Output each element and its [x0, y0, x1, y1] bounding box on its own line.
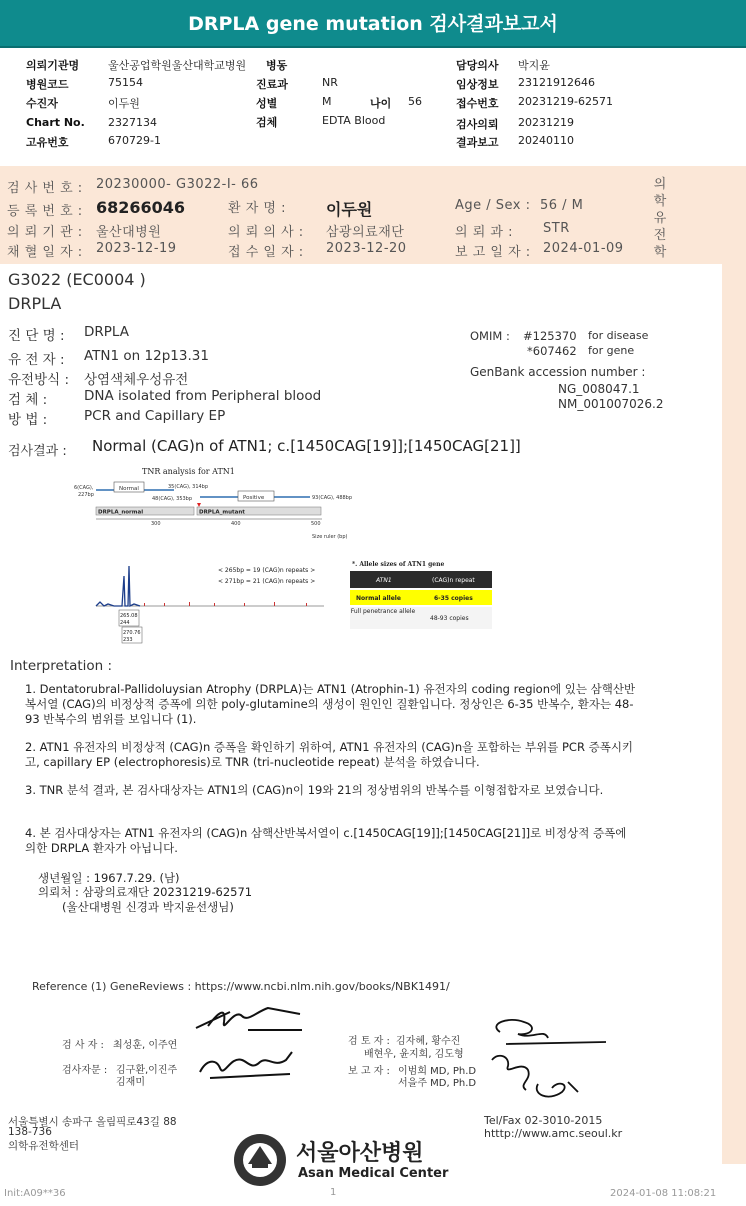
- interpretation-title: Interpretation :: [10, 658, 113, 674]
- receive-value: 2023-12-20: [326, 241, 407, 256]
- side-char: 학: [653, 245, 667, 260]
- tnr-title: TNR analysis for ATN1: [142, 467, 235, 476]
- institution-value: 울산대병원: [96, 225, 162, 240]
- omim-disease-note: for disease: [588, 329, 649, 342]
- tick-500: 500: [311, 521, 321, 527]
- test-no-label: 검 사 번 호 :: [7, 181, 83, 196]
- sex-value: M: [322, 95, 332, 108]
- peak-1-height: 244: [120, 620, 130, 626]
- inheritance-label: 유전방식 :: [8, 372, 70, 388]
- electropherogram: [94, 556, 328, 644]
- advisor-names-2: 김재미: [116, 1077, 145, 1088]
- side-char: 전: [653, 228, 667, 243]
- allele-normal-range: 6-35 copies: [434, 595, 473, 602]
- collect-value: 2023-12-19: [96, 241, 177, 256]
- specimen-label: 검체: [256, 116, 278, 129]
- diagnosis-label: 진 단 명 :: [8, 328, 65, 344]
- doctor-label: 담당의사: [456, 59, 499, 72]
- page-number: 1: [330, 1187, 337, 1198]
- advisor-names: 김구환,이진주: [116, 1065, 178, 1076]
- allele-penetrance-label-box: [350, 608, 416, 630]
- report-date-label: 결과보고: [456, 136, 499, 149]
- patient-name-value: 이두원: [326, 200, 373, 219]
- side-char: 학: [653, 194, 667, 209]
- req-doctor-label: 의 뢰 의 사 :: [228, 225, 304, 240]
- omim-label: OMIM :: [470, 329, 510, 343]
- reviewer-names: 김자혜, 황수진: [396, 1036, 461, 1047]
- method-label: 방 법 :: [8, 412, 48, 428]
- positive-box-label: Positive: [243, 495, 265, 501]
- sex-label: 성별: [256, 97, 278, 110]
- requester-detail: (울산대병원 신경과 박지윤선생님): [62, 900, 234, 914]
- sample-label: 검 체 :: [8, 392, 48, 408]
- reception-value: 20231219-62571: [518, 95, 613, 108]
- test-slip: [0, 166, 746, 264]
- age-value: 56: [408, 95, 422, 108]
- req-dept-label: 의 뢰 과 :: [455, 225, 513, 240]
- omim-disease-id: #125370: [523, 329, 577, 343]
- patient-name-label: 환 자 명 :: [228, 201, 286, 216]
- peak-note-2: < 271bp = 21 (CAG)n repeats >: [218, 578, 316, 585]
- result-label: 검사결과 :: [8, 444, 67, 459]
- tel-fax: Tel/Fax 02-3010-2015: [484, 1114, 603, 1127]
- reporter-label: 보 고 자 :: [348, 1066, 390, 1077]
- allele-col-gene: ATN1: [376, 577, 392, 584]
- omim-gene-id: *607462: [527, 344, 577, 358]
- institution-label: 의 뢰 기 관 :: [7, 225, 83, 240]
- positive-lower-label: 48(CAG), 353bp: [152, 496, 193, 502]
- mutant-bar-label: DRPLA_mutant: [199, 509, 245, 516]
- center-name: 의학유전학센터: [8, 1140, 80, 1152]
- tester-label: 검 사 자 :: [62, 1040, 104, 1051]
- receive-label: 접 수 일 자 :: [228, 245, 304, 260]
- code-value: 75154: [108, 76, 143, 89]
- reviewer-names-2: 배현우, 윤지희, 김도형: [364, 1049, 464, 1060]
- tnr-left-repeat: 6(CAG),: [74, 485, 94, 491]
- genbank-nm: NM_001007026.2: [558, 397, 664, 411]
- clinical-label: 임상정보: [456, 78, 499, 91]
- reporter-name-2: 서을주 MD, Ph.D: [398, 1078, 477, 1089]
- normal-box-label: Normal: [119, 486, 139, 492]
- allele-penetrance-range: 48-93 copies: [430, 615, 469, 622]
- reviewer-signatures: [478, 1010, 608, 1102]
- marker-triangle: [197, 503, 201, 507]
- code-label: 병원코드: [26, 78, 69, 91]
- genbank-label: GenBank accession number :: [470, 365, 646, 379]
- allele-table-title: *. Allele sizes of ATN1 gene: [352, 561, 445, 568]
- reviewer-label: 검 토 자 :: [348, 1036, 390, 1047]
- omim-gene-note: for gene: [588, 344, 635, 357]
- peak-note-1: < 265bp = 19 (CAG)n repeats >: [218, 567, 316, 574]
- ward-label: 병동: [266, 59, 288, 72]
- address: 서울특별시 송파구 올림픽로43길 88: [8, 1116, 177, 1128]
- patient-value: 이두원: [108, 97, 140, 110]
- size-standard-marks: [144, 602, 307, 606]
- hospital-value: 울산공업학원울산대학교병원: [108, 59, 247, 72]
- tick-300: 300: [151, 521, 161, 527]
- interpretation-p1: 1. Dentatorubral-Pallidoluysian Atrophy (DRPLA)는 ATN1 (Atrophin-1) 유전자의 coding region에 있는 삼핵산반복서열 (CAG)의 비정상적 증폭에 의한 poly-glutamine의 생성이 원인인 질환입니다. 정상인은 6-35 반복수, 환자는 48-93 반복수의 범위를 보입니다 (1).: [25, 682, 636, 726]
- hospital-logo-korean: 서울아산병원: [296, 1141, 424, 1166]
- peak-2-size: 270.76: [123, 630, 141, 636]
- peak-2-height: 233: [123, 637, 133, 643]
- request-date-value: 20231219: [518, 116, 574, 129]
- positive-upper-label: 93(CAG), 488bp: [312, 495, 353, 501]
- req-doctor-value: 삼광의료재단: [326, 225, 405, 240]
- reg-no-value: 68266046: [96, 198, 186, 217]
- website-url: htttp://www.amc.seoul.kr: [484, 1127, 623, 1140]
- allele-col-repeat: (CAG)n repeat: [432, 577, 475, 584]
- test-code: G3022 (EC0004 ): [8, 270, 146, 289]
- agesex-value: 56 / M: [540, 198, 584, 213]
- zip-code: 138-736: [8, 1126, 52, 1138]
- diagnosis-value: DRPLA: [84, 324, 129, 340]
- specimen-value: EDTA Blood: [322, 114, 386, 127]
- gene-value: ATN1 on 12p13.31: [84, 348, 209, 364]
- allele-normal-label: Normal allele: [356, 595, 401, 602]
- sample-value: DNA isolated from Peripheral blood: [84, 388, 322, 404]
- agesex-label: Age / Sex :: [455, 198, 531, 213]
- tnr-left-bp: 227bp: [78, 492, 94, 498]
- reception-label: 접수번호: [456, 97, 499, 110]
- doctor-value: 박지윤: [518, 59, 550, 72]
- request-header: [0, 50, 746, 154]
- requester: 의뢰처 : 삼광의료재단 20231219-62571: [38, 885, 253, 899]
- result-value: Normal (CAG)n of ATN1; c.[1450CAG[19]];[1450CAG[21]]: [92, 437, 521, 455]
- peak-1-size: 265.08: [120, 613, 138, 619]
- unique-value: 670729-1: [108, 134, 161, 147]
- reg-no-label: 등 록 번 호 :: [7, 204, 83, 219]
- interpretation-p2: 2. ATN1 유전자의 비정상적 (CAG)n 증폭을 확인하기 위하여, ATN1 유전자의 (CAG)n을 포함하는 부위를 PCR 증폭시키고, capillary EP (electrophoresis)로 TNR (tri-nucleotide repeat) 분석을 하였습니다.: [25, 740, 634, 769]
- clinical-value: 23121912646: [518, 76, 595, 89]
- report-date-slip-label: 보 고 일 자 :: [455, 245, 531, 260]
- tnr-schematic: [70, 462, 370, 544]
- tester-signatures: [190, 998, 315, 1088]
- method-value: PCR and Capillary EP: [84, 408, 226, 424]
- test-no-value: 20230000- G3022-I- 66: [96, 177, 259, 192]
- patient-label: 수진자: [26, 97, 58, 110]
- age-label: 나이: [370, 97, 392, 110]
- right-margin-strip: [722, 264, 746, 1164]
- report-date-value: 20240110: [518, 134, 574, 147]
- reporter-name: 이범희 MD, Ph.D: [398, 1066, 477, 1077]
- collect-label: 채 혈 일 자 :: [7, 245, 83, 260]
- normal-bar-label: DRPLA_normal: [98, 509, 144, 516]
- reference: Reference (1) GeneReviews : https://www.ncbi.nlm.nih.gov/books/NBK1491/: [32, 980, 450, 993]
- printed-id: Init:A09**36: [4, 1188, 66, 1199]
- asan-foundation-seal: [232, 1132, 288, 1188]
- printed-timestamp: 2024-01-08 11:08:21: [610, 1188, 717, 1199]
- allele-penetrance-label: Full penetrance allele: [350, 608, 416, 615]
- request-date-label: 검사의뢰: [456, 118, 499, 131]
- hospital-label: 의뢰기관명: [26, 59, 80, 72]
- tester-names: 최성훈, 이주연: [113, 1040, 178, 1051]
- tick-400: 400: [231, 521, 241, 527]
- interpretation-p3: 3. TNR 분석 결과, 본 검사대상자는 ATN1의 (CAG)n이 19와 21의 정상범위의 반복수를 이형접합자로 보였습니다.: [25, 783, 604, 797]
- normal-upper-label: 35(CAG), 314bp: [168, 484, 209, 490]
- gene-label: 유 전 자 :: [8, 352, 65, 368]
- report-title-banner: DRPLA gene mutation 검사결과보고서: [0, 0, 746, 48]
- side-char: 유: [653, 211, 667, 226]
- chart-value: 2327134: [108, 116, 157, 129]
- hospital-logo-english: Asan Medical Center: [298, 1166, 449, 1181]
- dept-value: NR: [322, 76, 338, 89]
- birth-date: 생년월일 : 1967.7.29. (남): [38, 871, 180, 885]
- advisor-label: 검사자문 :: [62, 1065, 108, 1076]
- side-char: 의: [653, 177, 667, 192]
- chart-label: Chart No.: [26, 116, 85, 129]
- interpretation-p4: 4. 본 검사대상자는 ATN1 유전자의 (CAG)n 삼핵산반복서열이 c.[1450CAG[19]];[1450CAG[21]]로 비정상적 증폭에 의한 DRPLA 환자가 아닙니다.: [25, 826, 627, 855]
- size-ruler-label: Size ruler (bp): [312, 534, 348, 540]
- department-vertical-text: [652, 176, 668, 261]
- report-date-slip-value: 2024-01-09: [543, 241, 624, 256]
- inheritance-value: 상염색체우성유전: [84, 372, 189, 388]
- req-dept-value: STR: [543, 221, 570, 236]
- genbank-ng: NG_008047.1: [558, 382, 640, 396]
- dept-label: 진료과: [256, 78, 288, 91]
- trace-peaks: [96, 566, 140, 606]
- unique-label: 고유번호: [26, 136, 69, 149]
- allele-size-table: [348, 558, 494, 632]
- disease-title: DRPLA: [8, 294, 62, 313]
